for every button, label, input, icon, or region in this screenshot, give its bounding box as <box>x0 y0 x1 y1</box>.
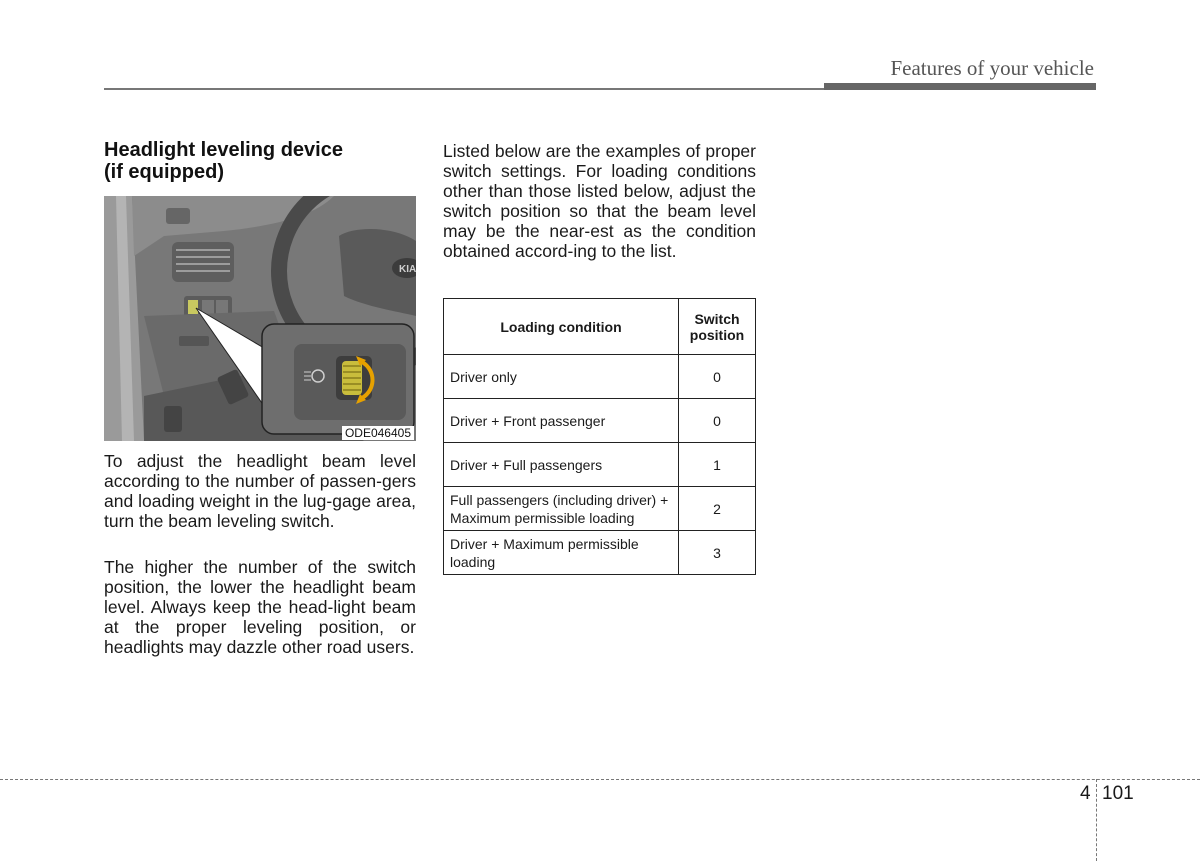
body-paragraph-2: The higher the number of the switch position, the lower the headlight beam level. Always keep the head-light beam at the proper leveling position, or headlights may dazzle other road users. <box>104 557 416 657</box>
switch-position-cell: 3 <box>679 531 756 575</box>
header-title: Features of your vehicle <box>890 56 1094 80</box>
chapter-number: 4 <box>1080 783 1091 804</box>
table-row <box>444 399 756 443</box>
page-number: 101 <box>1102 783 1134 804</box>
switch-settings-table <box>443 298 756 575</box>
loading-condition-cell: Full passengers (including driver) + Maximum permissible loading <box>444 487 679 531</box>
header-rule-accent <box>824 83 1096 90</box>
header-loading-condition: Loading condition <box>444 299 679 355</box>
section-heading <box>104 139 424 183</box>
loading-condition-cell: Driver + Full passengers <box>444 443 679 487</box>
table-row <box>444 487 756 531</box>
table-row <box>444 531 756 575</box>
table-header-row <box>444 299 756 355</box>
kia-badge-text: KIA <box>399 264 416 275</box>
footer-dashed-rule <box>0 779 1200 780</box>
switch-position-cell: 0 <box>679 355 756 399</box>
loading-condition-cell: Driver + Front passenger <box>444 399 679 443</box>
loading-condition-cell: Driver + Maximum permissible loading <box>444 531 679 575</box>
table-row <box>444 443 756 487</box>
body-paragraph-1: To adjust the headlight beam level according to the number of passen-gers and loading weight in the lug-gage area, turn the beam leveling switch. <box>104 451 416 531</box>
section-heading-line1: Headlight leveling device <box>104 139 343 161</box>
header-rule <box>104 88 824 90</box>
switch-position-cell: 1 <box>679 443 756 487</box>
section-heading-line2: (if equipped) <box>104 161 224 183</box>
switch-position-cell: 0 <box>679 399 756 443</box>
dashboard-illustration <box>104 196 416 441</box>
figure-code: ODE046405 <box>342 426 414 440</box>
table-row <box>444 355 756 399</box>
intro-paragraph: Listed below are the examples of proper switch settings. For loading conditions other than those listed below, adjust the switch position so that the beam level may be the near-est as the condition obtained accord-ing to the list. <box>443 141 756 261</box>
switch-position-cell: 2 <box>679 487 756 531</box>
loading-condition-cell: Driver only <box>444 355 679 399</box>
header-switch-position: Switch position <box>679 299 756 355</box>
footer-dashed-divider <box>1096 779 1097 861</box>
